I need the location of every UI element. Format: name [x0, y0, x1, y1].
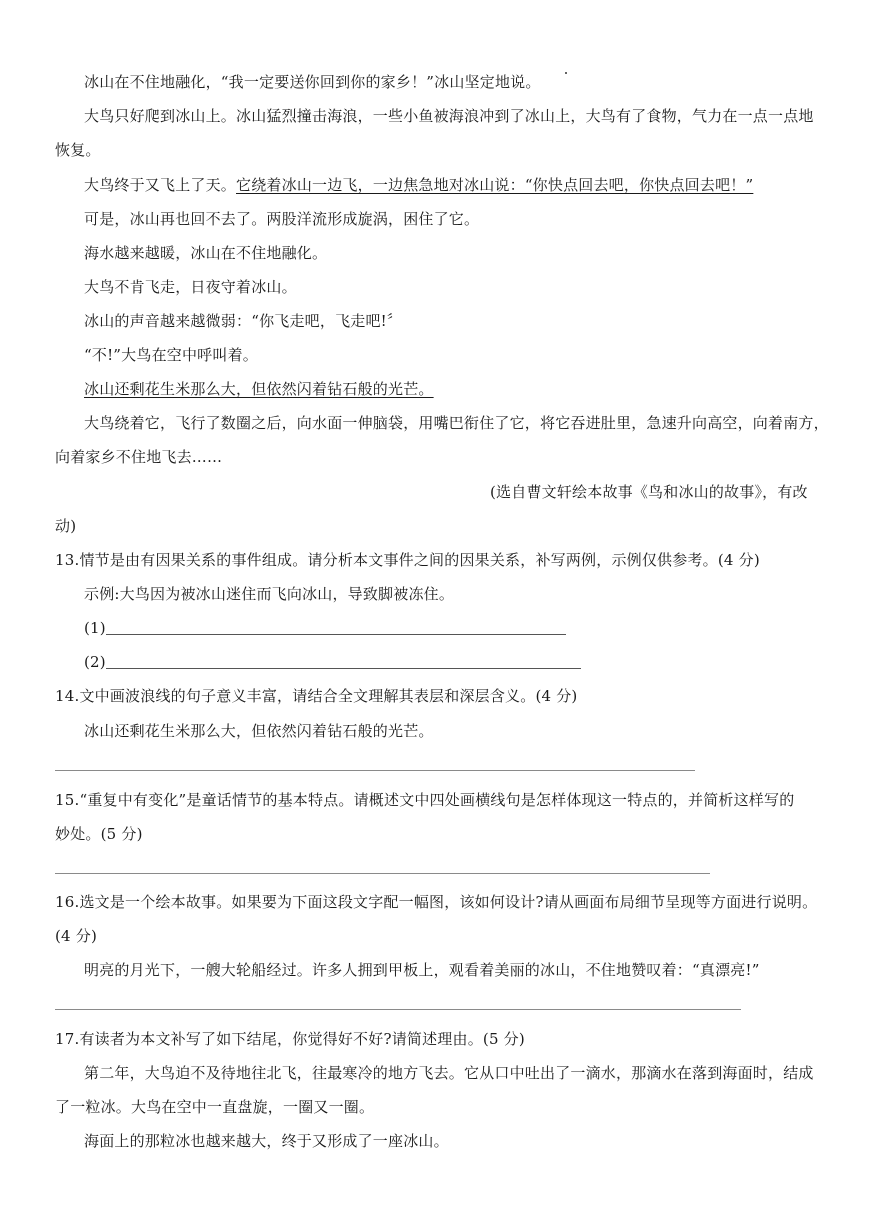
question-17-ending-line-3: 海面上的那粒冰也越来越大，终于又形成了一座冰山。	[84, 1132, 449, 1150]
question-13-blank-1[interactable]	[106, 634, 566, 635]
question-13-blank-2-label: (2)	[84, 653, 106, 671]
question-13-example: 示例:大鸟因为被冰山迷住而飞向冰山，导致脚被冻住。	[84, 585, 455, 603]
story-paragraph-6: 大鸟不肯飞走，日夜守着冰山。	[84, 278, 297, 296]
story-paragraph-8: “不!”大鸟在空中呼叫着。	[84, 346, 258, 364]
question-14-answer-line[interactable]	[55, 770, 695, 771]
question-16-answer-line[interactable]	[55, 1009, 741, 1010]
source-citation-line-2: 动)	[55, 517, 77, 535]
question-13-prompt: 13.情节是由有因果关系的事件组成。请分析本文事件之间的因果关系，补写两例，示例仅供参考。(4 分)	[55, 551, 760, 569]
question-13-blank-2[interactable]	[106, 668, 581, 669]
story-paragraph-3	[84, 175, 753, 195]
question-14-quote: 冰山还剩花生米那么大，但依然闪着钻石般的光芒。	[84, 722, 434, 740]
question-17-prompt: 17.有读者为本文补写了如下结尾，你觉得好不好?请简述理由。(5 分)	[55, 1030, 525, 1048]
question-14-prompt: 14.文中画波浪线的句子意义丰富，请结合全文理解其表层和深层含义。(4 分)	[55, 687, 578, 705]
question-15-prompt-line-1: 15.“重复中有变化”是童话情节的基本特点。请概述文中四处画横线句是怎样体现这一特点的，并简析这样写的	[55, 791, 795, 809]
story-paragraph-10-line-1: 大鸟绕着它，飞行了数圈之后，向水面一伸脑袋，用嘴巴衔住了它，将它吞进肚里，急速升向高空，向着南方，	[84, 414, 829, 432]
question-16-prompt-line-2: (4 分)	[55, 927, 98, 945]
wavy-line-sentence: 冰山还剩花生米那么大，但依然闪着钻石般的光芒。	[84, 380, 434, 398]
question-17-ending-line-2: 了一粒冰。大鸟在空中一直盘旋，一圈又一圈。	[55, 1098, 375, 1116]
question-17-ending-line-1: 第二年，大鸟迫不及待地往北飞，往最寒冷的地方飞去。它从口中吐出了一滴水，那滴水在落到海面时，结成	[84, 1064, 814, 1082]
question-16-quote: 明亮的月光下，一艘大轮船经过。许多人拥到甲板上，观看着美丽的冰山，不住地赞叹着：“真漂亮!”	[84, 961, 760, 979]
question-16-prompt-line-1: 16.选文是一个绘本故事。如果要为下面这段文字配一幅图，该如何设计?请从画面布局细节呈现等方面进行说明。	[55, 893, 818, 911]
story-paragraph-7: 冰山的声音越来越微弱：“你飞走吧，飞走吧!〞	[84, 312, 403, 330]
stray-dot	[565, 72, 567, 74]
story-paragraph-5: 海水越来越暖，冰山在不住地融化。	[84, 244, 328, 262]
question-15-answer-line[interactable]	[55, 873, 710, 874]
story-paragraph-2-line-1: 大鸟只好爬到冰山上。冰山猛烈撞击海浪，一些小鱼被海浪冲到了冰山上，大鸟有了食物，气力在一点一点地	[84, 107, 814, 125]
story-paragraph-2-line-2: 恢复。	[55, 141, 101, 159]
underlined-sentence-1: 它绕着冰山一边飞，一边焦急地对冰山说：“你快点回去吧，你快点回去吧！”	[236, 176, 754, 194]
story-paragraph-3-plain: 大鸟终于又飞上了天。	[84, 176, 237, 194]
story-paragraph-9	[84, 379, 434, 399]
story-paragraph-1: 冰山在不住地融化，“我一定要送你回到你的家乡！”冰山坚定地说。	[84, 73, 541, 91]
story-paragraph-4: 可是，冰山再也回不去了。两股洋流形成旋涡，困住了它。	[84, 210, 480, 228]
story-paragraph-10-line-2: 向着家乡不住地飞去……	[55, 448, 223, 466]
question-15-prompt-line-2: 妙处。(5 分)	[55, 825, 143, 843]
source-citation-line-1: (选自曹文轩绘本故事《鸟和冰山的故事》，有改	[490, 483, 808, 501]
question-13-blank-1-label: (1)	[84, 619, 106, 637]
